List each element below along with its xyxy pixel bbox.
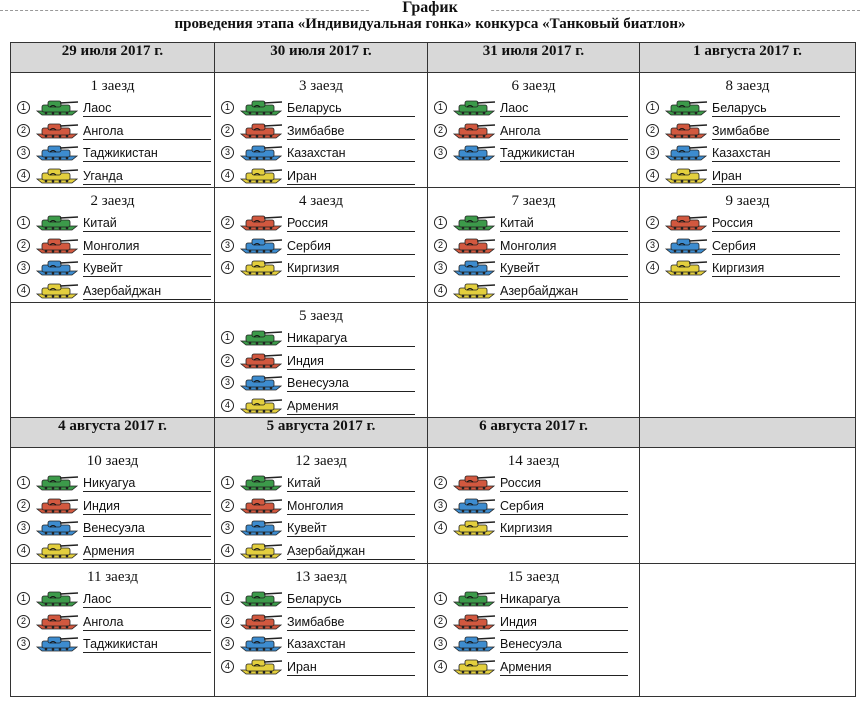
country-name: Иран: [712, 168, 840, 185]
race-title: 9 заезд: [725, 193, 770, 209]
country-name: Таджикистан: [83, 145, 211, 162]
race-entry: [434, 142, 639, 165]
circled-number-icon: 3: [434, 146, 447, 159]
race-entry: [434, 495, 639, 518]
tank-icon: [34, 122, 80, 139]
tank-icon: [238, 542, 284, 559]
country-name: Беларусь: [287, 591, 415, 608]
tank-icon: [238, 99, 284, 116]
race-entry: [434, 472, 639, 495]
schedule-row: [11, 448, 856, 564]
race-title: 14 заезд: [507, 453, 560, 469]
race-title: 4 заезд: [299, 193, 343, 209]
country-name: Казахстан: [712, 145, 840, 162]
race-entry: [646, 235, 855, 258]
race-title: 10 заезд: [86, 453, 139, 469]
tank-icon: [663, 237, 709, 254]
circled-number-icon: 2: [434, 239, 447, 252]
circled-number-icon: 1: [17, 101, 30, 114]
race-entry: [17, 633, 214, 656]
race-entry: [221, 165, 427, 188]
country-name: Иран: [287, 168, 415, 185]
country-name: Венесуэла: [287, 375, 415, 392]
country-name: Зимбабве: [712, 123, 840, 140]
country-name: Индия: [287, 353, 415, 370]
country-name: Китай: [83, 215, 211, 232]
race-entry: [17, 212, 214, 235]
circled-number-icon: 4: [434, 284, 447, 297]
race-entry: [17, 588, 214, 611]
country-name: Иран: [287, 659, 415, 676]
circled-number-icon: 2: [221, 615, 234, 628]
race-entry: [221, 395, 427, 418]
circled-number-icon: 4: [221, 169, 234, 182]
tank-icon: [238, 352, 284, 369]
date-header: 5 августа 2017 г.: [215, 418, 428, 448]
country-name: Ангола: [83, 123, 211, 140]
tank-icon: [451, 99, 497, 116]
date-header: 6 августа 2017 г.: [428, 418, 640, 448]
circled-number-icon: 2: [434, 476, 447, 489]
empty-cell: [640, 564, 856, 697]
country-name: Лаос: [83, 591, 211, 608]
country-name: Лаос: [83, 100, 211, 117]
country-name: Киргизия: [712, 260, 840, 277]
race-title: 8 заезд: [725, 78, 770, 94]
race-cell: [428, 73, 640, 188]
tank-icon: [663, 122, 709, 139]
country-name: Таджикистан: [83, 636, 211, 653]
tank-icon: [238, 374, 284, 391]
circled-number-icon: 3: [221, 146, 234, 159]
race-entry: [434, 257, 639, 280]
race-entry: [221, 472, 427, 495]
tank-icon: [34, 519, 80, 536]
race-cell: [640, 188, 856, 303]
tank-icon: [34, 542, 80, 559]
circled-number-icon: 1: [221, 476, 234, 489]
circled-number-icon: 4: [17, 544, 30, 557]
tank-icon: [663, 99, 709, 116]
schedule-row: [11, 564, 856, 697]
race-title: 11 заезд: [87, 569, 138, 585]
tank-icon: [34, 635, 80, 652]
schedule-table: [10, 42, 856, 697]
country-name: Кувейт: [83, 260, 211, 277]
race-entry: [221, 540, 427, 563]
date-header: [640, 418, 856, 448]
empty-cell: [11, 303, 215, 418]
tank-icon: [451, 613, 497, 630]
race-entry: [434, 633, 639, 656]
date-header: 29 июля 2017 г.: [11, 43, 215, 73]
country-name: Кувейт: [287, 520, 415, 537]
race-title: 1 заезд: [90, 78, 135, 94]
race-entry: [221, 588, 427, 611]
race-entry: [221, 120, 427, 143]
race-title: 5 заезд: [299, 308, 343, 324]
tank-icon: [238, 122, 284, 139]
country-name: Азербайджан: [287, 543, 415, 560]
circled-number-icon: 4: [646, 169, 659, 182]
race-entry: [221, 656, 427, 679]
circled-number-icon: 4: [221, 399, 234, 412]
race-entry: [434, 97, 639, 120]
circled-number-icon: 3: [17, 521, 30, 534]
race-entry: [646, 120, 855, 143]
country-name: Таджикистан: [500, 145, 628, 162]
country-name: Китай: [287, 475, 415, 492]
tank-icon: [238, 397, 284, 414]
circled-number-icon: 3: [646, 146, 659, 159]
circled-number-icon: 3: [17, 261, 30, 274]
circled-number-icon: 4: [17, 169, 30, 182]
tank-icon: [238, 635, 284, 652]
tank-icon: [451, 658, 497, 675]
race-entry: [221, 633, 427, 656]
document-title: График: [370, 0, 490, 16]
circled-number-icon: 1: [17, 476, 30, 489]
empty-cell: [428, 303, 640, 418]
circled-number-icon: 2: [17, 124, 30, 137]
circled-number-icon: 1: [646, 101, 659, 114]
country-name: Никуагуа: [83, 475, 211, 492]
tank-icon: [34, 99, 80, 116]
country-name: Индия: [500, 614, 628, 631]
race-entry: [17, 611, 214, 634]
tank-icon: [238, 613, 284, 630]
race-entry: [434, 588, 639, 611]
race-entry: [221, 327, 427, 350]
race-entry: [17, 165, 214, 188]
race-entry: [221, 97, 427, 120]
date-header-row: [11, 43, 856, 73]
country-name: Монголия: [83, 238, 211, 255]
race-entry: [646, 97, 855, 120]
tank-icon: [34, 259, 80, 276]
country-name: Армения: [287, 398, 415, 415]
race-entry: [17, 495, 214, 518]
race-entry: [434, 611, 639, 634]
circled-number-icon: 2: [221, 499, 234, 512]
tank-icon: [34, 237, 80, 254]
tank-icon: [34, 167, 80, 184]
circled-number-icon: 1: [17, 216, 30, 229]
country-name: Кувейт: [500, 260, 628, 277]
circled-number-icon: 2: [646, 216, 659, 229]
circled-number-icon: 2: [434, 615, 447, 628]
circled-number-icon: 4: [221, 660, 234, 673]
country-name: Уганда: [83, 168, 211, 185]
circled-number-icon: 3: [221, 637, 234, 650]
tank-icon: [238, 329, 284, 346]
country-name: Азербайджан: [500, 283, 628, 300]
tank-icon: [238, 497, 284, 514]
circled-number-icon: 1: [221, 331, 234, 344]
race-title: 2 заезд: [90, 193, 135, 209]
tank-icon: [451, 214, 497, 231]
race-entry: [17, 120, 214, 143]
tank-icon: [663, 144, 709, 161]
circled-number-icon: 1: [434, 216, 447, 229]
country-name: Сербия: [712, 238, 840, 255]
tank-icon: [663, 167, 709, 184]
race-entry: [17, 142, 214, 165]
tank-icon: [238, 658, 284, 675]
circled-number-icon: 2: [646, 124, 659, 137]
tank-icon: [451, 590, 497, 607]
tank-icon: [238, 144, 284, 161]
country-name: Армения: [500, 659, 628, 676]
country-name: Азербайджан: [83, 283, 211, 300]
country-name: Беларусь: [712, 100, 840, 117]
race-entry: [221, 257, 427, 280]
circled-number-icon: 3: [221, 376, 234, 389]
circled-number-icon: 4: [221, 544, 234, 557]
race-cell: [215, 564, 428, 697]
country-name: Монголия: [287, 498, 415, 515]
tank-icon: [451, 259, 497, 276]
race-entry: [17, 97, 214, 120]
race-entry: [646, 212, 855, 235]
race-entry: [221, 142, 427, 165]
circled-number-icon: 1: [17, 592, 30, 605]
circled-number-icon: 2: [434, 124, 447, 137]
race-title: 13 заезд: [295, 569, 347, 585]
tank-icon: [451, 144, 497, 161]
country-name: Киргизия: [500, 520, 628, 537]
country-name: Россия: [500, 475, 628, 492]
circled-number-icon: 2: [17, 499, 30, 512]
circled-number-icon: 2: [221, 216, 234, 229]
tank-icon: [238, 474, 284, 491]
race-entry: [646, 142, 855, 165]
race-entry: [17, 280, 214, 303]
tank-icon: [238, 259, 284, 276]
circled-number-icon: 4: [221, 261, 234, 274]
tank-icon: [238, 590, 284, 607]
country-name: Индия: [83, 498, 211, 515]
country-name: Венесуэла: [500, 636, 628, 653]
race-entry: [434, 517, 639, 540]
tank-icon: [451, 282, 497, 299]
tank-icon: [238, 519, 284, 536]
tank-icon: [238, 214, 284, 231]
race-entry: [17, 257, 214, 280]
race-entry: [17, 540, 214, 563]
circled-number-icon: 1: [434, 592, 447, 605]
country-name: Беларусь: [287, 100, 415, 117]
race-entry: [221, 495, 427, 518]
country-name: Ангола: [500, 123, 628, 140]
race-entry: [434, 120, 639, 143]
date-header-row: [11, 418, 856, 448]
race-title: 15 заезд: [507, 569, 560, 585]
circled-number-icon: 3: [434, 637, 447, 650]
date-header: 31 июля 2017 г.: [428, 43, 640, 73]
schedule-row: [11, 303, 856, 418]
tank-icon: [34, 474, 80, 491]
empty-cell: [640, 448, 856, 564]
circled-number-icon: 4: [434, 521, 447, 534]
circled-number-icon: 2: [221, 124, 234, 137]
circled-number-icon: 1: [221, 101, 234, 114]
tank-icon: [34, 214, 80, 231]
country-name: Венесуэла: [83, 520, 211, 537]
tank-icon: [238, 237, 284, 254]
country-name: Сербия: [287, 238, 415, 255]
race-entry: [434, 280, 639, 303]
race-entry: [17, 235, 214, 258]
race-cell: [640, 73, 856, 188]
country-name: Никарагуа: [287, 330, 415, 347]
tank-icon: [663, 259, 709, 276]
circled-number-icon: 4: [646, 261, 659, 274]
circled-number-icon: 1: [221, 592, 234, 605]
tank-icon: [451, 237, 497, 254]
race-entry: [434, 656, 639, 679]
race-cell: [215, 73, 428, 188]
tank-icon: [451, 122, 497, 139]
race-cell: [11, 73, 215, 188]
schedule-row: [11, 73, 856, 188]
circled-number-icon: 1: [434, 101, 447, 114]
race-entry: [221, 350, 427, 373]
circled-number-icon: 2: [17, 615, 30, 628]
race-entry: [221, 372, 427, 395]
tank-icon: [34, 590, 80, 607]
race-entry: [646, 165, 855, 188]
race-entry: [434, 235, 639, 258]
circled-number-icon: 3: [17, 146, 30, 159]
tank-icon: [238, 167, 284, 184]
race-cell: [215, 188, 428, 303]
country-name: Россия: [712, 215, 840, 232]
country-name: Киргизия: [287, 260, 415, 277]
tank-icon: [451, 497, 497, 514]
country-name: Никарагуа: [500, 591, 628, 608]
circled-number-icon: 4: [17, 284, 30, 297]
race-entry: [646, 257, 855, 280]
race-cell: [215, 448, 428, 564]
race-entry: [434, 212, 639, 235]
country-name: Монголия: [500, 238, 628, 255]
race-cell: [215, 303, 428, 418]
country-name: Зимбабве: [287, 123, 415, 140]
race-title: 6 заезд: [511, 78, 556, 94]
country-name: Казахстан: [287, 145, 415, 162]
race-entry: [221, 212, 427, 235]
country-name: Лаос: [500, 100, 628, 117]
circled-number-icon: 3: [434, 499, 447, 512]
race-entry: [221, 235, 427, 258]
circled-number-icon: 3: [434, 261, 447, 274]
document-header: [0, 0, 860, 32]
tank-icon: [34, 497, 80, 514]
race-cell: [428, 564, 640, 697]
date-header: 30 июля 2017 г.: [215, 43, 428, 73]
schedule-row: [11, 188, 856, 303]
race-cell: [11, 564, 215, 697]
circled-number-icon: 3: [17, 637, 30, 650]
tank-icon: [34, 144, 80, 161]
country-name: Сербия: [500, 498, 628, 515]
country-name: Казахстан: [287, 636, 415, 653]
circled-number-icon: 3: [646, 239, 659, 252]
country-name: Армения: [83, 543, 211, 560]
tank-icon: [451, 474, 497, 491]
tank-icon: [451, 635, 497, 652]
race-title: 7 заезд: [511, 193, 556, 209]
race-title: 12 заезд: [295, 453, 347, 469]
country-name: Россия: [287, 215, 415, 232]
race-cell: [428, 448, 640, 564]
circled-number-icon: 2: [17, 239, 30, 252]
race-title: 3 заезд: [299, 78, 343, 94]
tank-icon: [451, 519, 497, 536]
race-entry: [17, 472, 214, 495]
date-header: 4 августа 2017 г.: [11, 418, 215, 448]
race-cell: [11, 448, 215, 564]
circled-number-icon: 2: [221, 354, 234, 367]
circled-number-icon: 4: [434, 660, 447, 673]
tank-icon: [34, 613, 80, 630]
country-name: Ангола: [83, 614, 211, 631]
tank-icon: [663, 214, 709, 231]
country-name: Китай: [500, 215, 628, 232]
race-cell: [428, 188, 640, 303]
race-cell: [11, 188, 215, 303]
document-subtitle: проведения этапа «Индивидуальная гонка» конкурса «Танковый биатлон»: [174, 16, 686, 32]
empty-cell: [640, 303, 856, 418]
race-entry: [17, 517, 214, 540]
date-header: 1 августа 2017 г.: [640, 43, 856, 73]
circled-number-icon: 3: [221, 239, 234, 252]
race-entry: [221, 517, 427, 540]
race-entry: [221, 611, 427, 634]
tank-icon: [34, 282, 80, 299]
country-name: Зимбабве: [287, 614, 415, 631]
circled-number-icon: 3: [221, 521, 234, 534]
